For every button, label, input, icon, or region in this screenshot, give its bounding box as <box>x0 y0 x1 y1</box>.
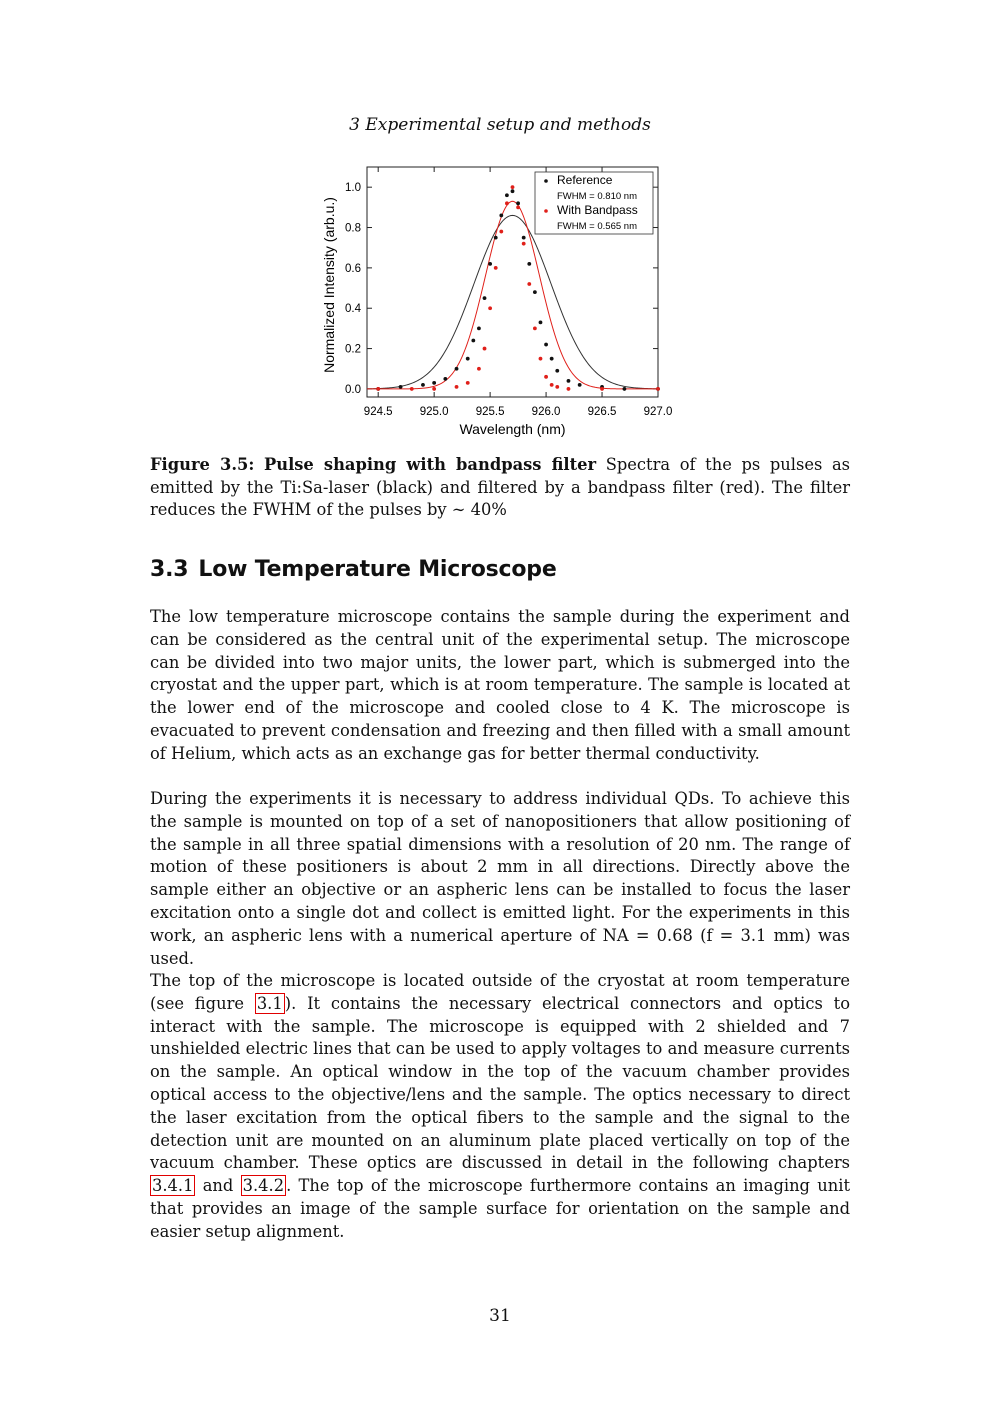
paragraph-3 <box>150 970 850 1244</box>
data-point-reference <box>399 385 403 389</box>
data-point-reference <box>533 290 537 294</box>
data-point-reference <box>544 343 548 347</box>
chapter-ref-link-1[interactable]: 3.4.1 <box>152 1176 194 1196</box>
legend-fwhm-bandpass: FWHM = 0.565 nm <box>557 221 637 232</box>
data-point-bandpass <box>494 266 498 270</box>
data-point-bandpass <box>527 282 531 286</box>
data-point-reference <box>555 369 559 373</box>
data-point-reference <box>494 236 498 240</box>
figure-caption <box>150 454 850 522</box>
data-point-bandpass <box>516 205 520 209</box>
data-point-bandpass <box>522 242 526 246</box>
data-point-bandpass <box>499 230 503 234</box>
data-point-reference <box>511 189 515 193</box>
data-point-bandpass <box>488 306 492 310</box>
running-header: 3 Experimental setup and methods <box>349 115 651 135</box>
legend-fwhm-reference: FWHM = 0.810 nm <box>557 191 637 202</box>
data-point-bandpass <box>376 387 380 391</box>
data-point-reference <box>443 377 447 381</box>
data-point-reference <box>477 327 481 331</box>
data-point-reference <box>505 193 509 197</box>
data-point-bandpass <box>550 383 554 387</box>
page-number: 31 <box>489 1306 511 1326</box>
x-tick-label: 927.0 <box>643 406 673 418</box>
legend-entry-reference: Reference <box>557 173 613 187</box>
figure-ref-link[interactable]: 3.1 <box>256 993 283 1013</box>
data-point-reference <box>483 296 487 300</box>
data-point-reference <box>466 357 470 361</box>
spectrum-figure <box>320 160 680 445</box>
data-point-reference <box>522 236 526 240</box>
data-point-reference <box>488 262 492 266</box>
data-point-reference <box>550 357 554 361</box>
legend <box>535 172 653 234</box>
fit-curve-0 <box>367 215 658 388</box>
data-point-reference <box>516 201 520 205</box>
x-tick-label: 925.5 <box>475 406 505 418</box>
data-point-reference <box>499 214 503 218</box>
y-tick-label: 1.0 <box>345 182 361 195</box>
figure-title: Pulse shaping with bandpass filter <box>264 455 597 474</box>
data-point-bandpass <box>555 385 559 389</box>
legend-entry-bandpass: With Bandpass <box>557 203 638 217</box>
y-tick-label: 0.0 <box>345 383 361 396</box>
x-tick-label: 926.5 <box>587 406 617 418</box>
data-point-bandpass <box>533 327 537 331</box>
x-tick-label: 925.0 <box>419 406 449 418</box>
data-point-bandpass <box>567 387 571 391</box>
paragraph-3-text-b: ). It contains the necessary electrical connectors and optics to interact with the sample. The microscope is equipped with 2 shielded and 7 unshielded electric lines that can be used to apply voltages to and measure currents on the sample. An optical window in the top of the vacuum chamber provides optical access to the objective/lens and the sample. The optics necessary to direct the laser excitation from the optical fibers to the sample and the signal to the detection unit are mounted on an aluminum plate placed vertically on top of the vacuum chamber. These optics are discussed in detail in the following chapters <box>150 993 851 1173</box>
paragraph-3-text-c: and <box>195 1176 241 1196</box>
data-point-reference <box>471 339 475 343</box>
paragraph-2: During the experiments it is necessary to address individual QDs. To achieve this the sample is mounted on top of a set of nanopositioners that allow positioning of the sample in all three spatial dimensions with a resolution of 20 nm. The range of motion of these positioners is about 2 mm in all directions. Directly above the sample either an objective or an aspheric lens can be installed to focus the laser excitation onto a single dot and collect is emitted light. For the experiments in this work, an aspheric lens with a numerical aperture of NA = 0.68 (f = 3.1 mm) was used. <box>150 789 850 968</box>
chapter-ref-link-2[interactable]: 3.4.2 <box>242 1176 285 1196</box>
data-point-bandpass <box>410 387 414 391</box>
spectrum-chart <box>320 160 680 445</box>
paragraph-1: The low temperature microscope contains the sample during the experiment and can be considered as the central unit of the experimental setup. The microscope can be divided into two major units, the lower part, which is submerged into the cryostat and the upper part, which is at room temperature. The sample is located at the lower end of the microscope and cooled close to 4 K. The microscope is evacuated to prevent condensation and freezing and then filled with a small amount of Helium, which acts as an exchange gas for better thermal conductivity. <box>150 607 850 763</box>
data-point-reference <box>527 262 531 266</box>
data-point-reference <box>623 387 627 391</box>
data-point-reference <box>421 383 425 387</box>
data-point-bandpass <box>466 381 470 385</box>
section-title: Low Temperature Microscope <box>198 557 557 582</box>
section-number: 3.3 <box>150 557 189 582</box>
y-tick-label: 0.6 <box>345 262 361 275</box>
data-point-bandpass <box>477 367 481 371</box>
y-tick-label: 0.4 <box>345 303 361 316</box>
y-tick-label: 0.2 <box>345 343 361 356</box>
x-tick-label: 924.5 <box>363 406 393 418</box>
paragraph-3-text-d: . The top of the microscope furthermore contains an imaging unit that provides an image of the sample surface for orientation on the sample and easier setup alignment. <box>150 1176 850 1241</box>
data-point-reference <box>432 381 436 385</box>
y-tick-label: 0.8 <box>345 222 361 235</box>
data-point-bandpass <box>600 387 604 391</box>
data-point-bandpass <box>505 201 509 205</box>
x-tick-label: 926.0 <box>531 406 561 418</box>
data-point-reference <box>539 320 543 324</box>
figure-caption-text: Spectra of the ps pulses as emitted by the Ti:Sa-laser (black) and filtered by a bandpass filter (red). The filter reduces the FWHM of the pulses by ∼ 40% <box>150 455 851 520</box>
y-axis-label: Normalized Intensity (arb.u.) <box>321 197 337 373</box>
data-point-bandpass <box>455 385 459 389</box>
figure-label: Figure 3.5: <box>150 455 255 474</box>
x-axis-label: Wavelength (nm) <box>459 421 566 437</box>
data-point-reference <box>578 383 582 387</box>
legend-marker-bandpass <box>544 209 548 213</box>
paragraph-3-text-a: The top of the microscope is located outside of the cryostat at room temperature (see figure <box>150 971 850 1013</box>
data-point-bandpass <box>539 357 543 361</box>
data-point-bandpass <box>544 375 548 379</box>
legend-marker-reference <box>544 179 548 183</box>
data-point-bandpass <box>432 387 436 391</box>
data-point-reference <box>567 379 571 383</box>
data-point-reference <box>455 367 459 371</box>
data-point-bandpass <box>483 347 487 351</box>
section-heading <box>150 557 557 582</box>
data-point-bandpass <box>656 387 660 391</box>
data-point-bandpass <box>511 185 515 189</box>
